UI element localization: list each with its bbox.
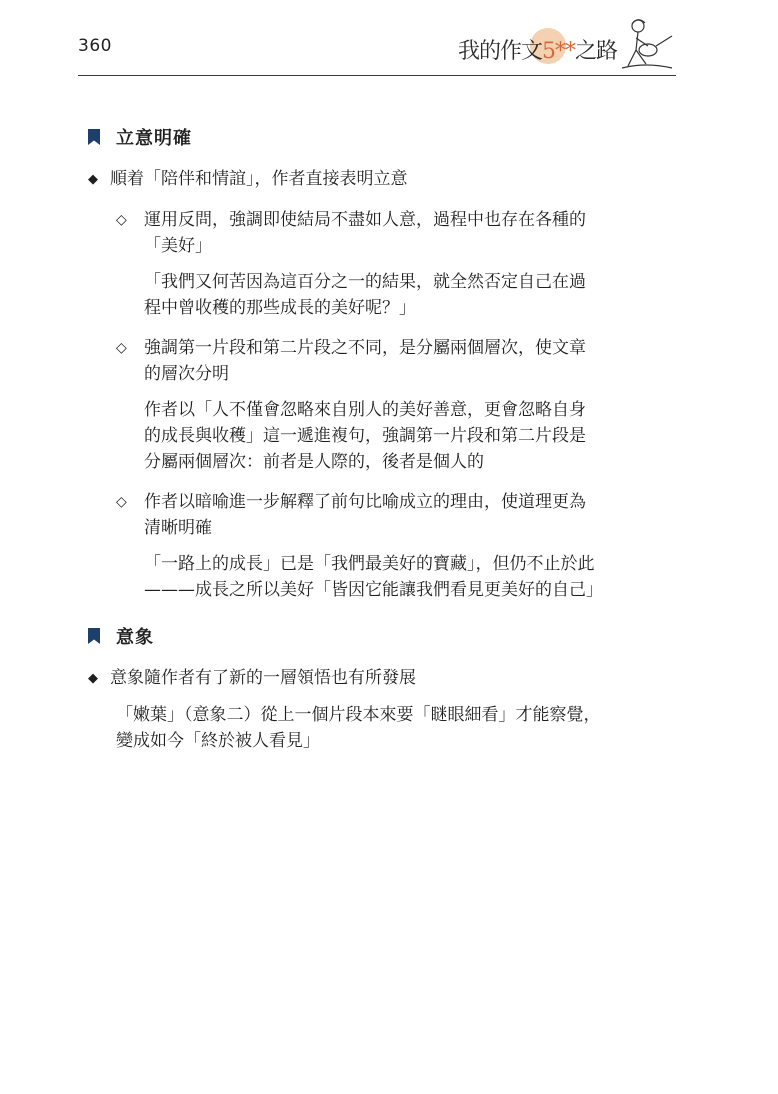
filled-diamond-icon: ◆ <box>88 172 98 187</box>
hollow-diamond-icon: ◇ <box>116 212 127 228</box>
list-item <box>116 489 602 541</box>
quote-paragraph: 作者以「人不僅會忽略來自別人的美好善意，更會忽略自身的成長與收穫」這一遞進複句，強調第一片段和第二片段是分屬兩個層次：前者是人際的，後者是個人的 <box>144 400 586 472</box>
quote-paragraph: 「我們又何苦因為這百分之一的結果，就全然否定自己在過程中曾收穫的那些成長的美好呢？」 <box>144 272 586 318</box>
section-heading-main-idea <box>88 124 608 150</box>
quote-paragraph: 「一路上的成長」已是「我們最美好的寶藏」，但仍不止於此———成長之所以美好「皆因它能讓我們看見更美好的自己」 <box>144 554 603 600</box>
guitar-player-illustration-icon <box>618 16 676 74</box>
bullet-text: 意象隨作者有了新的一層領悟也有所發展 <box>110 668 416 688</box>
list-item <box>116 207 602 259</box>
page-content <box>88 124 608 754</box>
quote-paragraph: 「嫩葉」（意象二）從上一個片段本來要「瞇眼細看」才能察覺，變成如今「終於被人看見」 <box>116 705 601 751</box>
filled-diamond-icon: ◆ <box>88 671 98 686</box>
book-title-logo <box>458 22 678 76</box>
header-divider <box>78 75 676 76</box>
bullet-text: 順着「陪伴和情誼」，作者直接表明立意 <box>110 169 408 189</box>
sub-point-text: 強調第一片段和第二片段之不同，是分屬兩個層次，使文章的層次分明 <box>144 338 586 384</box>
book-title-part-a: 我的作文 <box>458 39 543 64</box>
section-heading-label: 意象 <box>116 627 154 648</box>
hollow-diamond-icon: ◇ <box>116 494 127 510</box>
list-item <box>116 335 602 387</box>
book-title <box>458 34 617 65</box>
bookmark-icon <box>88 628 100 644</box>
list-item <box>88 166 608 193</box>
book-title-part-b: 5** <box>542 39 576 64</box>
sub-point-text: 作者以暗喻進一步解釋了前句比喻成立的理由，使道理更為清晰明確 <box>144 492 586 538</box>
section-heading-label: 立意明確 <box>116 128 192 149</box>
hollow-diamond-icon: ◇ <box>116 340 127 356</box>
list-item <box>88 665 608 692</box>
page-number: 360 <box>78 36 112 56</box>
sub-point-text: 運用反問，強調即使結局不盡如人意，過程中也存在各種的「美好」 <box>144 210 586 256</box>
book-title-part-c: 之路 <box>575 39 618 64</box>
bookmark-icon <box>88 129 100 145</box>
section-heading-imagery <box>88 623 608 649</box>
